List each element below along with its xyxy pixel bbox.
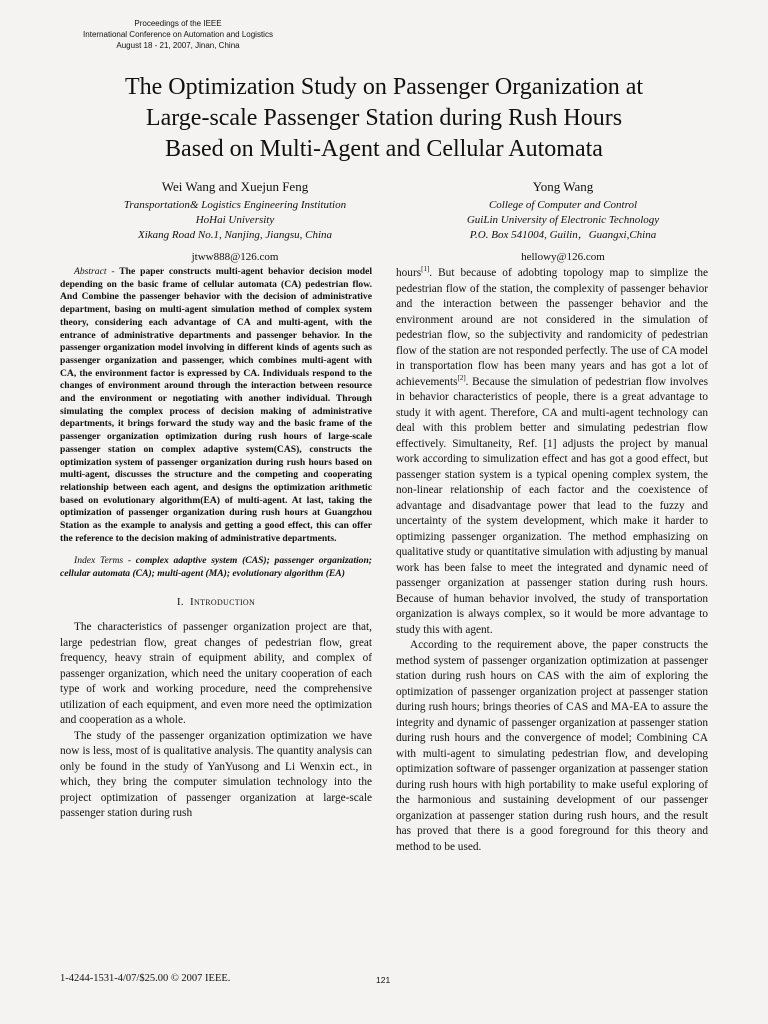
body-paragraph: The study of the passenger organization optimization we have now is less, most of is qualitative analysis. The quantity analysis can only be found in the study of YanYusong and Li Wenxin ect., in which, they bring the computer simulation technology into the project optimization of passenger organization at large-scale passenger station during rush (60, 729, 372, 820)
section-title: Introduction (190, 595, 256, 608)
title-line-2: Large-scale Passenger Station during Rush Hours (145, 105, 623, 131)
author-block-left (95, 178, 375, 265)
abstract (60, 266, 372, 545)
body-text: hours (396, 267, 422, 279)
abstract-label: Abstract - (74, 266, 115, 277)
author-affiliation-line: College of Computer and Control (488, 199, 638, 211)
title-line-3: Based on Multi-Agent and Cellular Automata (165, 136, 603, 162)
index-terms-label: Index Terms - (74, 555, 132, 567)
author-names: Yong Wang (532, 179, 594, 194)
author-email: jtww888@126.com (191, 251, 279, 263)
author-affiliation-line: Transportation& Logistics Engineering Institution (123, 199, 347, 211)
author-affiliation-line: HoHai University (195, 214, 275, 226)
author-block-right (418, 178, 708, 265)
paper-title (60, 72, 708, 165)
author-affiliation-line: Xikang Road No.1, Nanjing, Jiangsu, China (137, 229, 333, 241)
body-paragraph: The characteristics of passenger organization project are that, large pedestrian flow, great changes of pedestrian flow, great frequency, heavy strain of equipment ability, and complex of passenger organization, which need the unitary cooperation of each type of work and working procedure, need the comprehensive utilization of each equipment, and even more need the optimization and cooperation as a whole. (60, 621, 372, 727)
body-text: . But because of adobting topology map to simplize the pedestrian flow of the station, the complexity of passenger behavior and the interaction between the passenger behavior and the environment around are not considered in the simulation of pedestrian flow, so the subjectivity and randomicity of pedestrian flow of the station are not responded perfectly. The use of CA model in transportation flow has been many years and has got a lot of achievements (396, 267, 708, 388)
author-affiliation-line: P.O. Box 541004, Guilin，Guangxi,China (469, 229, 657, 241)
citation: [2] (457, 373, 466, 382)
citation: [1] (421, 265, 430, 274)
author-affiliation-line: GuiLin University of Electronic Technology (466, 214, 660, 226)
copyright-notice: 1-4244-1531-4/07/$25.00 © 2007 IEEE. (60, 973, 231, 984)
body-paragraph: According to the requirement above, the paper constructs the method system of passenger organization optimization at passenger station during rush hours on CAS with the aim of exploring the optimization of passenger organization project at passenger station during rush hours; brings theories of CAS and MA-EA to assure the integrity and dynamic of passenger organization at passenger station during rush hours and the convergence of model; Combining CA with multi-agent to simulating pedestrian flow, and developing optimization software of passenger organization at passenger station during rush hours with high portability to make useful exploring of the harmonious and sustaining development of our passenger organization at passenger station during rush hours, and the result has proved that there is a good foreground for this theory and method to be used. (396, 639, 708, 853)
left-column (60, 266, 372, 822)
index-terms (60, 555, 372, 580)
title-line-1: The Optimization Study on Passenger Organization at (124, 74, 644, 100)
author-names: Wei Wang and Xuejun Feng (161, 179, 309, 194)
proceedings-name: Proceedings of the IEEE (134, 19, 222, 28)
abstract-text: The paper constructs multi-agent behavior decision model depending on the basic frame of cellular automata (CA) pedestrian flow. And Combine the passenger behavior with the decision of administrative department, basing on multi-agent simulation method of complex system theory, considering each advantage of CA and multi-agent, with the entrance of administrative departments and passenger behavior. In the passenger organization model involving in different kinds of agents such as passenger organization and passenger, which combines multi-agent with CA, the environment factor is expressed by CA. Individuals respond to the changes of environment around through the interaction between resource and the environment or negotiating with another individual. Through simulating the complex process of decision making of administrative departments, it brings forward the study way and the basic frame of the passenger organization optimization during rush hours of large-scale passenger station on complex adaptive system(CAS), constructs the optimization system of passenger organization during rush hours based on multi-agent, discusses the structure and the competing and cooperating relationship between each agent, and designs the optimization arithmetic based on evolutionary algorithm(EA) of multi-agent. At last, taking the optimization of passenger organization during rush hours at Guangzhou Station as the example to analysis and getting a good effect, this can offer the reference to the decision making of administrative departments. (60, 266, 372, 544)
index-terms-text: complex adaptive system (CAS); passenger organization; cellular automata (CA); multi-agent (MA); evolutionary algorithm (EA) (60, 555, 373, 580)
conference-name: International Conference on Automation and Logistics (83, 30, 273, 39)
body-text: . Because the simulation of pedestrian flow involves in behavior characteristics of people, there is a great advantage to study it with agent. Therefore, CA and multi-agent technology can deal with this problem better and simulating pedestrian flow effectively. Simultaneity, Ref. [1] adjusts the project by manual work according to simulization effect and has got a good effect, but passenger station system is a typical opening complex system, the non-linear relationship of each factor and the coexistence of advantage and disadvantage power that lead to the fuzzy and uncertainty of the system development, which make it harder to optimizing passenger organization. The method emphasizing on qualitative study or quantitative simulation with adjusting by manual work has been false to meet the integrated and dynamic need of passenger organization at passenger station during rush hours. Because of human behavior involved, the study of transportation organization is always complex, so it would be more advantage to study this with agent. (396, 375, 708, 636)
body-paragraph (396, 266, 708, 638)
page-number: 121 (376, 975, 391, 985)
section-heading (60, 595, 372, 611)
right-column (396, 266, 708, 855)
section-numeral: I. (176, 595, 184, 608)
conference-date-location: August 18 - 21, 2007, Jinan, China (116, 41, 240, 50)
author-email: hellowy@126.com (521, 251, 605, 263)
proceedings-header (60, 18, 296, 51)
